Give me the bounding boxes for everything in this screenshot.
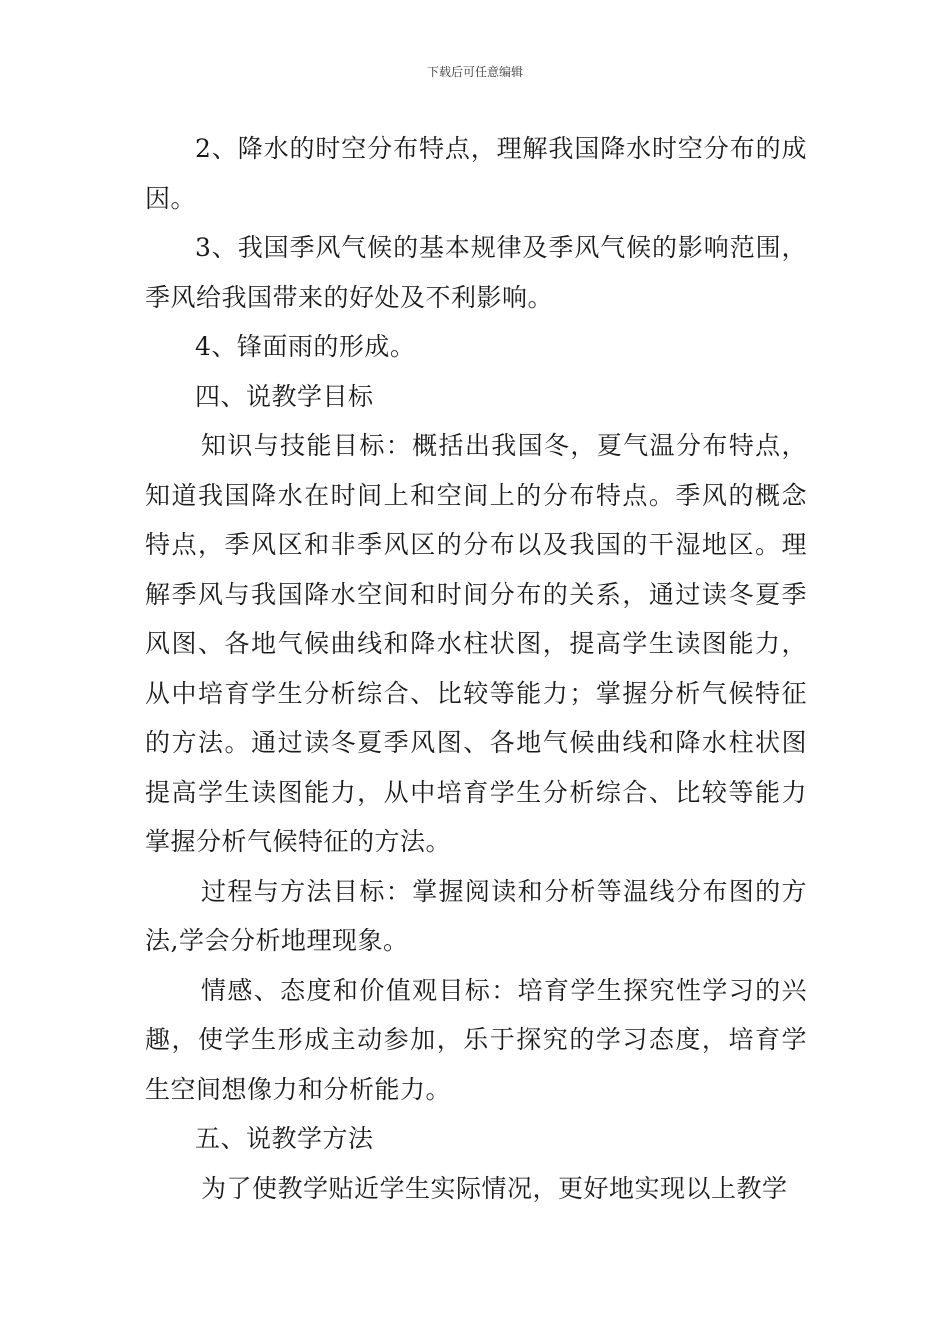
paragraph-methods-intro: 为了使教学贴近学生实际情况，更好地实现以上教学 <box>201 1173 788 1203</box>
page-header-note: 下载后可任意编辑 <box>426 65 523 79</box>
paragraph-knowledge-goals: 知识与技能目标：概括出我国冬，夏气温分布特点，知道我国降水在时间上和空间上的分布特点。季风的概念特点，季风区和非季风区的分布以及我国的干湿地区。理解季风与我国降水空间和时间分布的关系，通过读冬夏季风图、各地气候曲线和降水柱状图，提高学生读图能力，从中培育学生分析综合、比较等能力；掌握分析气候特征的方法。通过读冬夏季风图、各地气候曲线和降水柱状图提高学生读图能力，从中培育学生分析综合、比较等能力掌握分析气候特征的方法。 <box>145 431 807 856</box>
paragraph-precipitation: 2、降水的时空分布特点，理解我国降水时空分布的成因。 <box>145 134 807 213</box>
section-heading-methods: 五、说教学方法 <box>195 1124 374 1153</box>
paragraph-monsoon: 3、我国季风气候的基本规律及季风气候的影响范围，季风给我国带来的好处及不利影响。 <box>145 233 807 312</box>
paragraph-process-goals: 过程与方法目标：掌握阅读和分析等温线分布图的方法,学会分析地理现象。 <box>145 876 807 955</box>
document-body <box>145 124 807 1213</box>
paragraph-attitude-goals: 情感、态度和价值观目标：培育学生探究性学习的兴趣，使学生形成主动参加，乐于探究的学习态度，培育学生空间想像力和分析能力。 <box>145 975 807 1104</box>
paragraph-frontal-rain: 4、锋面雨的形成。 <box>195 332 416 361</box>
section-heading-goals: 四、说教学目标 <box>195 381 374 411</box>
